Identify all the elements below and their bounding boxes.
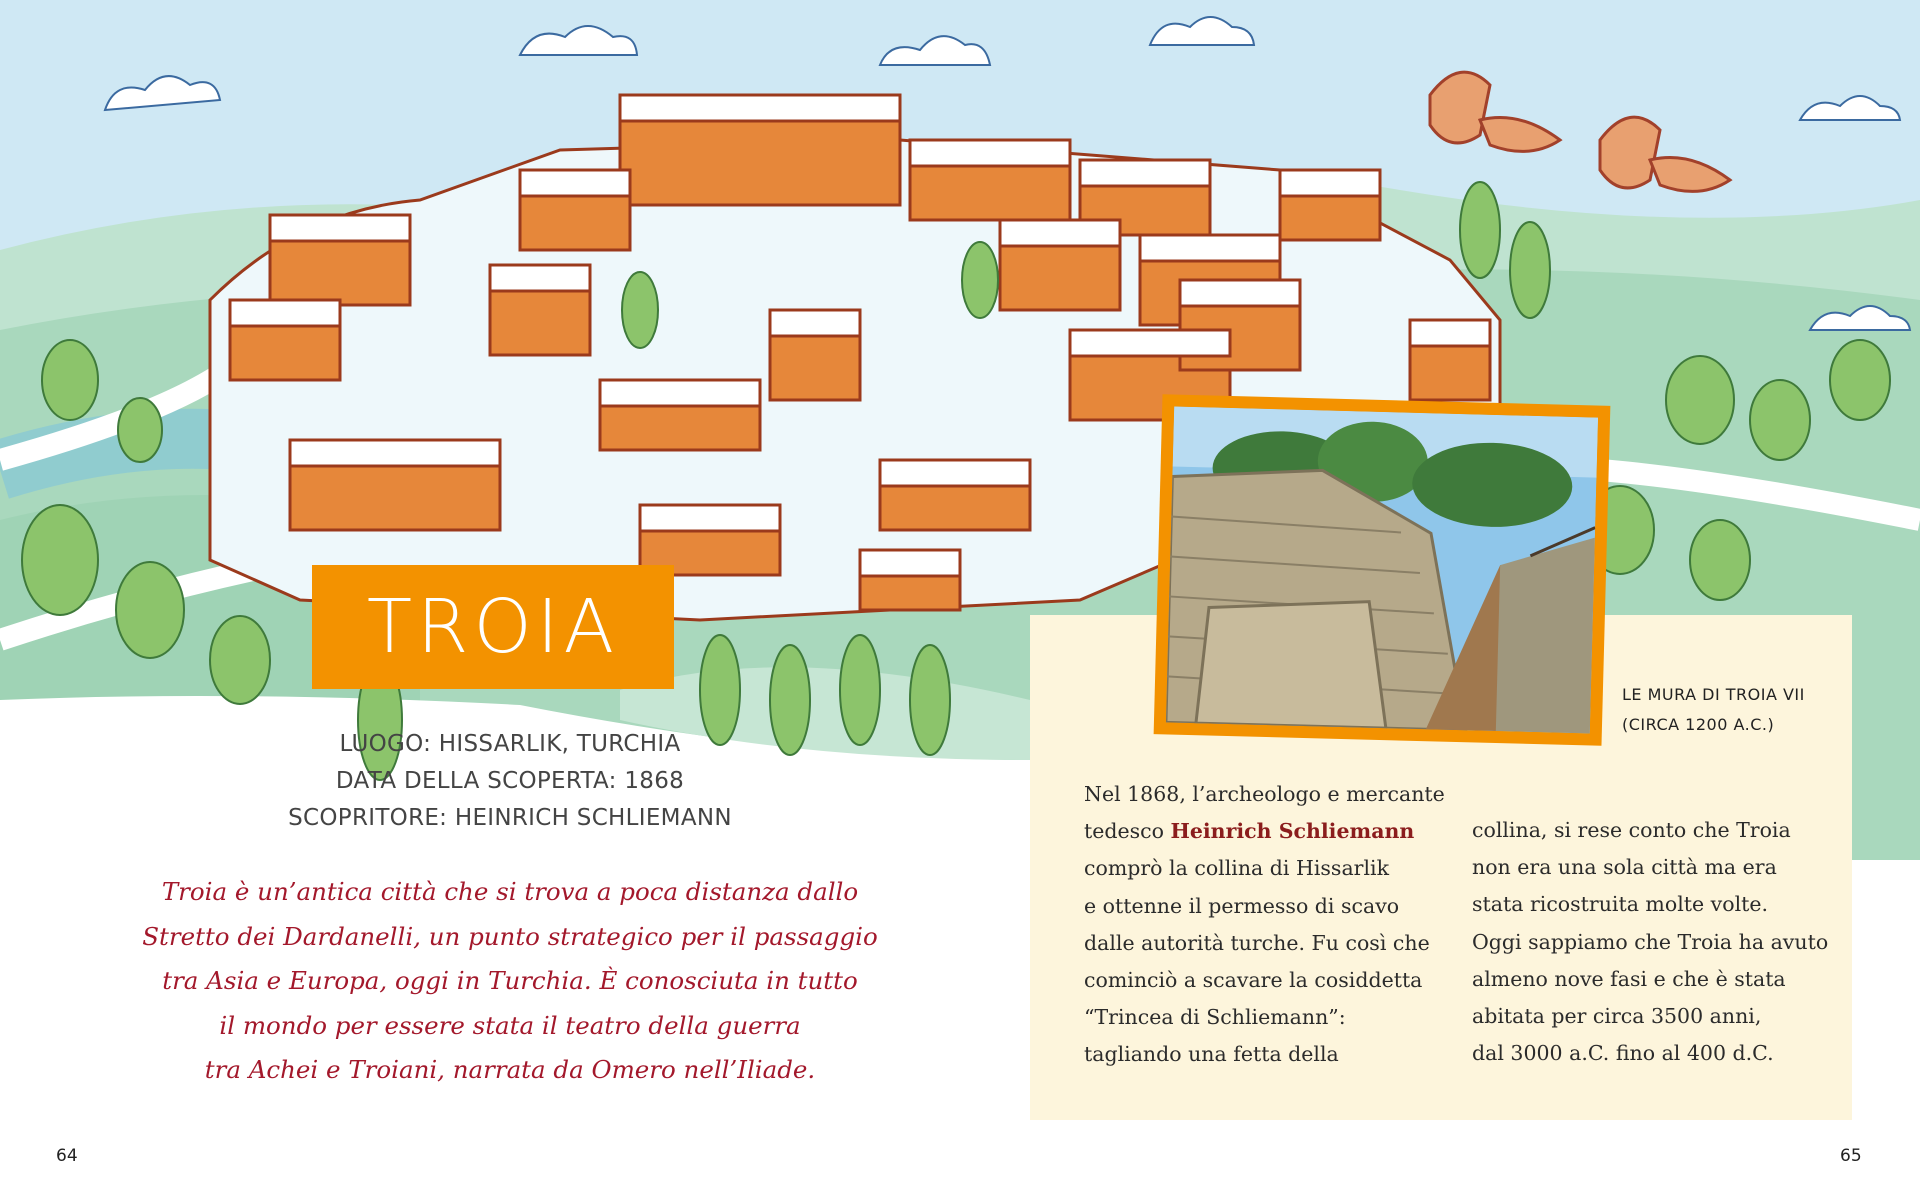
page-number-left: 64 (56, 1146, 78, 1166)
note-line: collina, si rese conto che Troia (1472, 818, 1791, 842)
intro-line: il mondo per essere stata il teatro della guerra (219, 1010, 801, 1040)
note-line: Oggi sappiamo che Troia ha avuto (1472, 929, 1829, 954)
note-line: almeno nove fasi e che è stata (1472, 966, 1786, 991)
note-line: comprò la collina di Hissarlik (1084, 856, 1389, 881)
photo-frame (1154, 394, 1611, 746)
note-line: Nel 1868, l’archeologo e mercante (1084, 782, 1445, 806)
note-line (1084, 813, 1445, 850)
intro-text (120, 870, 900, 1093)
note-line: tagliando una fetta della (1084, 1042, 1339, 1067)
note-line: e ottenne il permesso di scavo (1084, 893, 1400, 918)
discoverer-name: Heinrich Schliemann (1170, 819, 1415, 844)
note-line: “Trincea di Schliemann”: (1084, 1005, 1346, 1030)
note-line: dalle autorità turche. Fu così che (1084, 930, 1430, 955)
note-line: stata ricostruita molte volte. (1472, 892, 1769, 917)
note-line: cominciò a scavare la cosiddetta (1084, 968, 1423, 993)
intro-line: tra Achei e Troiani, narrata da Omero nell’Iliade. (204, 1055, 816, 1084)
intro-line: Troia è un’antica città che si trova a poca distanza dallo (161, 877, 859, 906)
note-column-1 (1084, 776, 1445, 1074)
fact-discovery-date: DATA DELLA SCOPERTA: 1868 (335, 768, 685, 794)
title-plate (312, 565, 674, 689)
site-facts (230, 726, 790, 837)
page-number-right: 65 (1840, 1146, 1862, 1166)
note-line: dal 3000 a.C. fino al 400 d.C. (1472, 1041, 1774, 1066)
caption-line: LE MURA DI TROIA VII (1622, 685, 1805, 704)
caption-line: (CIRCA 1200 A.C.) (1622, 715, 1775, 734)
intro-line: Stretto dei Dardanelli, un punto strategico per il passaggio (142, 921, 878, 951)
note-line: non era una sola città ma era (1472, 855, 1777, 880)
troy-walls-photo (1166, 407, 1598, 734)
note-text: tedesco (1084, 819, 1171, 844)
intro-line: tra Asia e Europa, oggi in Turchia. È conosciuta in tutto (162, 966, 858, 995)
page-title: TROIA (366, 584, 620, 670)
fact-location: LUOGO: HISSARLIK, TURCHIA (339, 731, 681, 757)
note-line: abitata per circa 3500 anni, (1472, 1004, 1762, 1029)
note-column-2 (1472, 812, 1828, 1072)
photo-caption (1622, 680, 1822, 740)
fact-discoverer: SCOPRITORE: HEINRICH SCHLIEMANN (288, 805, 732, 831)
